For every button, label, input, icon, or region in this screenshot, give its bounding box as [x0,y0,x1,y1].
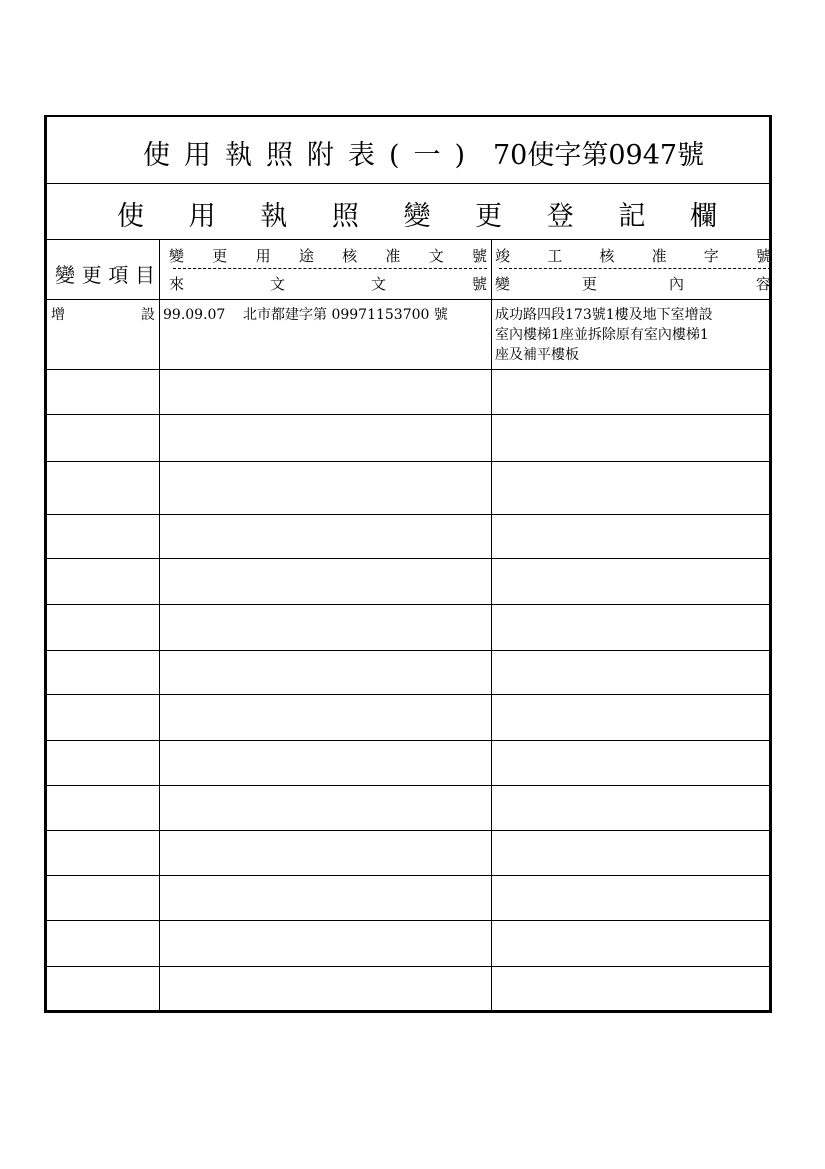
row-line [47,604,769,605]
divider [47,299,769,300]
entry-date: 99.09.07 [163,307,226,323]
section-title-char: 用 [188,201,216,232]
approval-header-char: 號 [471,275,487,293]
section-title-char: 執 [260,201,288,232]
approval-header-char: 用 [255,247,271,265]
item-header-char: 項 [108,263,129,287]
content-line: 座及補平樓板 [495,347,579,363]
content-line: 室內樓梯1座並拆除原有室內樓梯1 [495,327,709,343]
completion-header-char: 容 [755,275,771,293]
row-line [47,920,769,921]
row-line [47,785,769,786]
approval-header-char: 核 [342,247,358,265]
section-title-char: 照 [331,201,359,232]
completion-header-top [495,245,771,266]
row-line [47,461,769,462]
row-line [47,830,769,831]
row-line [47,875,769,876]
completion-header-char: 內 [668,275,684,293]
section-title-char: 更 [475,201,503,232]
completion-header-char: 工 [547,247,563,265]
header-split [173,268,487,269]
section-title-char: 欄 [690,201,717,232]
approval-header-char: 准 [385,247,401,265]
completion-header-char: 號 [755,247,771,265]
entry-item-char: 設 [141,307,155,323]
entry-content [495,305,771,365]
row-line [47,558,769,559]
approval-header-bottom [169,273,487,294]
approval-header-top [169,245,487,266]
approval-header-char: 文 [428,247,444,265]
row-line [47,414,769,415]
row-line [47,369,769,370]
approval-header-char: 來 [169,275,185,293]
entry-item [51,305,155,325]
entry-document-number: 北市都建字第 09971153700 號 [243,307,448,323]
content-line: 成功路四段173號1樓及地下室增設 [495,307,713,323]
approval-header-char: 更 [212,247,228,265]
header-split [499,268,771,269]
entry-item-char: 增 [51,307,65,323]
divider [47,239,769,240]
registration-form [44,115,772,1013]
divider [47,183,769,184]
column-separator [159,239,160,1011]
item-header-char: 目 [134,263,155,287]
section-title [117,194,717,233]
column-separator [491,239,492,1011]
row-line [47,966,769,967]
row-line [47,694,769,695]
completion-header-char: 准 [651,247,667,265]
row-line [47,650,769,651]
approval-header-char: 文 [370,275,386,293]
item-header-char: 變 [55,263,75,287]
row-line [47,740,769,741]
approval-header-char: 變 [169,247,185,265]
section-title-char: 使 [117,201,144,232]
completion-header-char: 竣 [495,247,511,265]
completion-header-char: 字 [703,247,719,265]
item-column-header [55,259,155,288]
row-line [47,514,769,515]
permit-number: 70使字第0947號 [493,140,705,171]
section-title-char: 登 [546,201,574,232]
form-title: 使用執照附表(一) [143,140,480,171]
approval-header-char: 文 [269,275,285,293]
form-title-row [47,127,769,171]
completion-header-char: 變 [495,275,511,293]
approval-header-char: 途 [298,247,314,265]
section-title-char: 記 [618,201,646,232]
completion-header-char: 核 [599,247,615,265]
completion-header-bottom [495,273,771,294]
approval-header-char: 號 [471,247,487,265]
item-header-char: 更 [81,263,102,287]
completion-header-char: 更 [581,275,597,293]
section-title-char: 變 [403,201,431,232]
